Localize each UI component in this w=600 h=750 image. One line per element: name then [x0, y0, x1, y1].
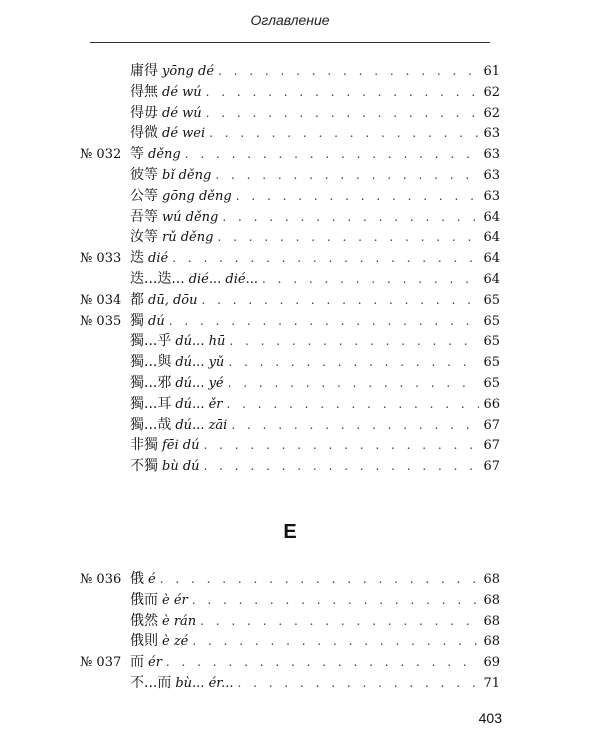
dot-leader: [160, 569, 480, 590]
entry-hanzi: 公等: [130, 187, 158, 204]
toc-entry: [80, 415, 500, 436]
dot-leader: [192, 590, 480, 611]
entry-pinyin: bù... ér...: [175, 675, 234, 691]
entry-page: 63: [483, 147, 500, 163]
toc-entry: [80, 227, 500, 248]
dot-leader: [222, 207, 479, 228]
entry-hanzi: 都: [130, 291, 144, 308]
entry-hanzi: 不獨: [130, 458, 158, 475]
entry-pinyin: dé wú: [162, 105, 202, 121]
dot-leader: [231, 415, 479, 436]
entry-page: 65: [483, 355, 500, 371]
entry-hanzi: 獨...邪: [130, 374, 172, 391]
entry-pinyin: bù dú: [162, 459, 200, 475]
entry-page: 68: [483, 613, 500, 629]
entry-page: 67: [483, 417, 500, 433]
entry-hanzi: 彼等: [130, 166, 158, 183]
toc-entry: [80, 269, 500, 290]
dot-leader: [262, 269, 479, 290]
entry-pinyin: yōng dé: [162, 64, 215, 79]
dot-leader: [206, 82, 480, 103]
toc-entry: [80, 352, 500, 373]
entry-pinyin: dú... hū: [175, 334, 226, 350]
entry-hanzi: 不...而: [130, 674, 172, 691]
section-letter: E: [283, 521, 297, 543]
toc-entry: [80, 290, 500, 311]
toc-entry: [80, 652, 500, 673]
entry-pinyin: dié... dié...: [188, 271, 258, 287]
toc-entry: [80, 144, 500, 165]
entry-hanzi: 得微: [130, 125, 158, 142]
entry-number: № 036: [80, 572, 122, 587]
entry-pinyin: dú... zāi: [175, 417, 228, 433]
entry-hanzi: 迭...迭...: [130, 270, 185, 287]
entry-pinyin: dú: [148, 313, 165, 329]
entry-page: 64: [483, 230, 500, 246]
dot-leader: [215, 165, 479, 186]
entry-number: № 033: [80, 251, 122, 267]
entry-page: 62: [483, 105, 500, 121]
entry-page: 63: [483, 126, 500, 142]
toc-entry: [80, 673, 500, 694]
dot-leader: [204, 435, 480, 456]
dot-leader: [172, 248, 479, 269]
dot-leader: [169, 311, 480, 332]
toc-entry: [80, 311, 500, 332]
toc-entry: [80, 103, 500, 124]
entry-hanzi: 迭: [130, 250, 144, 267]
entry-hanzi: 獨...乎: [130, 333, 172, 350]
entry-pinyin: è ér: [162, 592, 188, 608]
entry-hanzi: 而: [130, 654, 144, 671]
dot-leader: [206, 103, 480, 124]
dot-leader: [209, 123, 479, 144]
entry-page: 65: [483, 375, 500, 391]
entry-hanzi: 等: [130, 146, 144, 163]
toc-entry: [80, 186, 500, 207]
toc-entry: [80, 82, 500, 103]
entry-page: 68: [483, 634, 500, 650]
entry-hanzi: 非獨: [130, 437, 158, 454]
entry-pinyin: děng: [148, 147, 181, 163]
toc-entry: [80, 456, 500, 477]
entry-pinyin: dū, dōu: [148, 292, 198, 308]
toc-entry: [80, 61, 500, 82]
entry-pinyin: bǐ děng: [162, 167, 212, 183]
page-number: 403: [478, 710, 502, 726]
toc-entry: [80, 123, 500, 144]
entry-hanzi: 獨...與: [130, 354, 172, 371]
entry-pinyin: é: [148, 572, 156, 587]
dot-leader: [228, 352, 479, 373]
dot-leader: [227, 394, 480, 415]
entry-page: 63: [483, 167, 500, 183]
entry-hanzi: 庸得: [130, 63, 158, 79]
entry-pinyin: fēi dú: [162, 438, 200, 454]
dot-leader: [201, 290, 479, 311]
entry-page: 66: [483, 396, 500, 412]
entry-number: № 032: [80, 147, 122, 163]
entry-hanzi: 得毋: [130, 104, 158, 121]
entry-page: 65: [483, 292, 500, 308]
dot-leader: [229, 331, 479, 352]
dot-leader: [217, 227, 479, 248]
entry-hanzi: 俄而: [130, 591, 158, 608]
entry-page: 64: [483, 209, 500, 225]
entry-page: 67: [483, 438, 500, 454]
entry-pinyin: wú děng: [162, 209, 219, 225]
toc-entry: [80, 165, 500, 186]
entry-pinyin: ér: [148, 655, 162, 671]
entry-number: № 037: [80, 655, 122, 671]
entry-page: 61: [483, 64, 500, 79]
dot-leader: [236, 186, 480, 207]
dot-leader: [185, 144, 480, 165]
entry-page: 64: [483, 251, 500, 267]
running-header: Оглавление: [250, 12, 330, 28]
entry-pinyin: dú... ěr: [175, 396, 223, 412]
entry-hanzi: 俄: [130, 571, 144, 587]
entry-page: 65: [483, 313, 500, 329]
dot-leader: [204, 456, 480, 477]
entry-hanzi: 得無: [130, 83, 158, 100]
toc-entry: [80, 331, 500, 352]
entry-page: 62: [483, 84, 500, 100]
entry-hanzi: 俄則: [130, 633, 158, 650]
toc-entry: [80, 569, 500, 590]
entry-number: № 035: [80, 313, 122, 329]
toc-entry: [80, 394, 500, 415]
toc-list-e: [80, 569, 500, 694]
dot-leader: [228, 373, 480, 394]
entry-pinyin: è rán: [162, 613, 197, 629]
entry-pinyin: dié: [148, 251, 169, 267]
entry-pinyin: gōng děng: [162, 188, 232, 204]
dot-leader: [200, 611, 479, 632]
dot-leader: [218, 61, 479, 82]
toc-entry: [80, 611, 500, 632]
toc-entry: [80, 631, 500, 652]
toc-entry: [80, 207, 500, 228]
entry-pinyin: è zé: [162, 634, 189, 650]
toc-entry: [80, 435, 500, 456]
header-rule: [90, 42, 490, 43]
entry-page: 69: [483, 655, 500, 671]
entry-page: 63: [483, 188, 500, 204]
entry-hanzi: 吾等: [130, 208, 158, 225]
entry-hanzi: 獨...耳: [130, 395, 172, 412]
entry-pinyin: dú... yé: [175, 375, 224, 391]
toc-entry: [80, 373, 500, 394]
entry-hanzi: 獨...哉: [130, 416, 172, 433]
entry-hanzi: 俄然: [130, 612, 158, 629]
entry-page: 65: [483, 334, 500, 350]
entry-pinyin: dé wú: [162, 84, 202, 100]
entry-page: 64: [483, 271, 500, 287]
dot-leader: [166, 652, 480, 673]
toc-entry: [80, 248, 500, 269]
entry-page: 68: [483, 572, 500, 587]
toc-entry: [80, 590, 500, 611]
entry-hanzi: 獨: [130, 312, 144, 329]
entry-page: 71: [483, 675, 500, 691]
dot-leader: [237, 673, 479, 694]
entry-pinyin: rǔ děng: [162, 230, 214, 246]
entry-pinyin: dé wei: [162, 126, 206, 142]
toc-list-d: [80, 61, 500, 477]
entry-number: № 034: [80, 292, 122, 308]
entry-page: 68: [483, 592, 500, 608]
entry-page: 67: [483, 459, 500, 475]
entry-hanzi: 汝等: [130, 229, 158, 246]
dot-leader: [192, 631, 479, 652]
entry-pinyin: dú... yǔ: [175, 355, 225, 371]
